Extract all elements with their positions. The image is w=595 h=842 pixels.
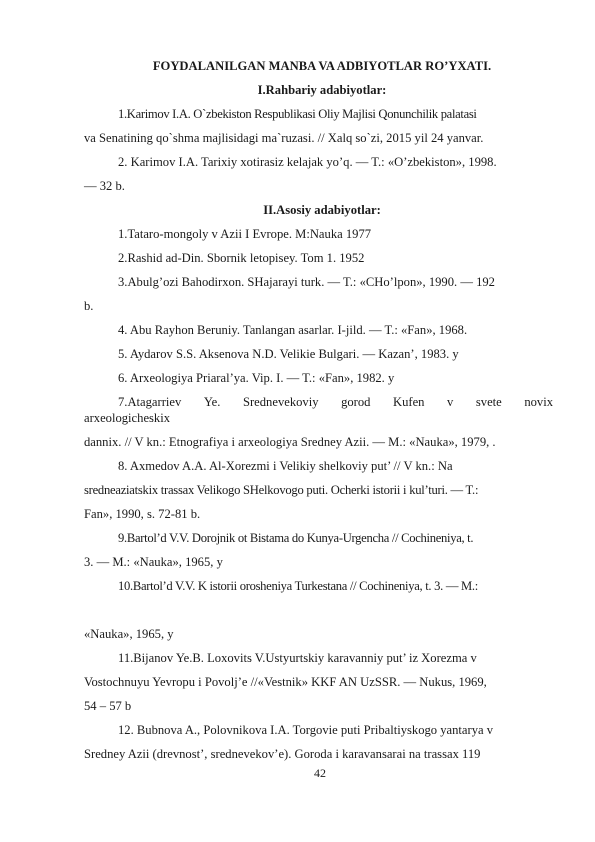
ref-r1-line1: 1.Karimov I.A. O`zbekiston Respublikasi Oliy Majlisi Qonunchilik palatasi [118, 107, 477, 121]
ref-a7-word: novix [524, 395, 553, 409]
ref-a7-line3: dannix. // V kn.: Etnografiya i arxeologiya Sredney Azii. — M.: «Nauka», 1979, . [84, 435, 496, 449]
ref-a5: 5. Aydarov S.S. Aksenova N.D. Velikie Bulgari. — Kazan’, 1983. y [118, 347, 459, 361]
ref-r2-line2: — 32 b. [84, 179, 125, 193]
ref-a7-word: Kufen [393, 395, 425, 409]
ref-a12-line1: 12. Bubnova A., Polovnikova I.A. Torgovie puti Pribaltiyskogo yantarya v [118, 723, 494, 737]
ref-a7-word: gorod [341, 395, 371, 409]
ref-a2: 2.Rashid ad-Din. Sbornik letopisey. Tom 1. 1952 [118, 251, 365, 265]
ref-a12-line2: Sredney Azii (drevnost’, srednevekov’e). Goroda i karavansarai na trassax 119 [84, 747, 481, 761]
ref-a7-word: Srednevekoviy [242, 395, 319, 409]
ref-a7-word: Ye. [203, 395, 221, 409]
ref-a7-word: svete [475, 395, 502, 409]
ref-a8-line2: sredneaziatskix trassax Velikogo SHelkovogo puti. Ocherki istorii i kul’turi. — T.: [84, 483, 479, 497]
ref-a1: 1.Tataro-mongoly v Azii I Evrope. M:Nauka 1977 [118, 227, 372, 241]
ref-a10-line2: «Nauka», 1965, y [84, 627, 174, 641]
ref-a10-line1: 10.Bartol’d V.V. K istorii orosheniya Turkestana // Cochineniya, t. 3. — M.: [118, 579, 478, 593]
ref-a3-line1: 3.Abulg’ozi Bahodirxon. SHajarayi turk. — T.: «CHo’lpon», 1990. — 192 [118, 275, 495, 289]
section-heading-guiding-literature: I.Rahbariy adabiyotlar: [257, 83, 387, 97]
ref-a9-line2: 3. — M.: «Nauka», 1965, y [84, 555, 223, 569]
section-heading-main-literature: II.Asosiy adabiyotlar: [263, 203, 381, 217]
ref-r2-line1: 2. Karimov I.A. Tarixiy xotirasiz kelajak yo’q. — T.: «O’zbekiston», 1998. [118, 155, 497, 169]
ref-a7-line2: arxeologicheskix [84, 411, 171, 425]
ref-a7-word: v [447, 395, 454, 409]
ref-a3-line2: b. [84, 299, 94, 313]
ref-a11-line3: 54 – 57 b [84, 699, 132, 713]
ref-a6: 6. Arxeologiya Priaral’ya. Vip. I. — T.: «Fan», 1982. y [118, 371, 395, 385]
ref-a4: 4. Abu Rayhon Beruniy. Tanlangan asarlar. I-jild. — T.: «Fan», 1968. [118, 323, 468, 337]
ref-a7-line1 [118, 395, 553, 410]
ref-a8-line1: 8. Axmedov A.A. Al-Xorezmi i Velikiy shelkoviy put’ // V kn.: Na [118, 459, 453, 473]
ref-a11-line2: Vostochnuyu Yevropu i Povolj’e //«Vestnik» KKF AN UzSSR. — Nukus, 1969, [84, 675, 487, 689]
page-heading: FOYDALANILGAN MANBA VA ADBIYOTLAR RO’YXATI. [152, 59, 492, 73]
ref-a11-line1: 11.Bijanov Ye.B. Loxovits V.Ustyurtskiy karavanniy put’ iz Xorezma v [118, 651, 477, 665]
ref-a9-line1: 9.Bartol’d V.V. Dorojnik ot Bistama do Kunya-Urgencha // Cochineniya, t. [118, 531, 474, 545]
ref-a7-word: 7.Atagarriev [118, 395, 182, 409]
ref-a8-line3: Fan», 1990, s. 72-81 b. [84, 507, 201, 521]
page-number: 42 [314, 766, 326, 780]
ref-r1-line2: va Senatining qo`shma majlisidagi ma`ruzasi. // Xalq so`zi, 2015 yil 24 yanvar. [84, 131, 484, 145]
